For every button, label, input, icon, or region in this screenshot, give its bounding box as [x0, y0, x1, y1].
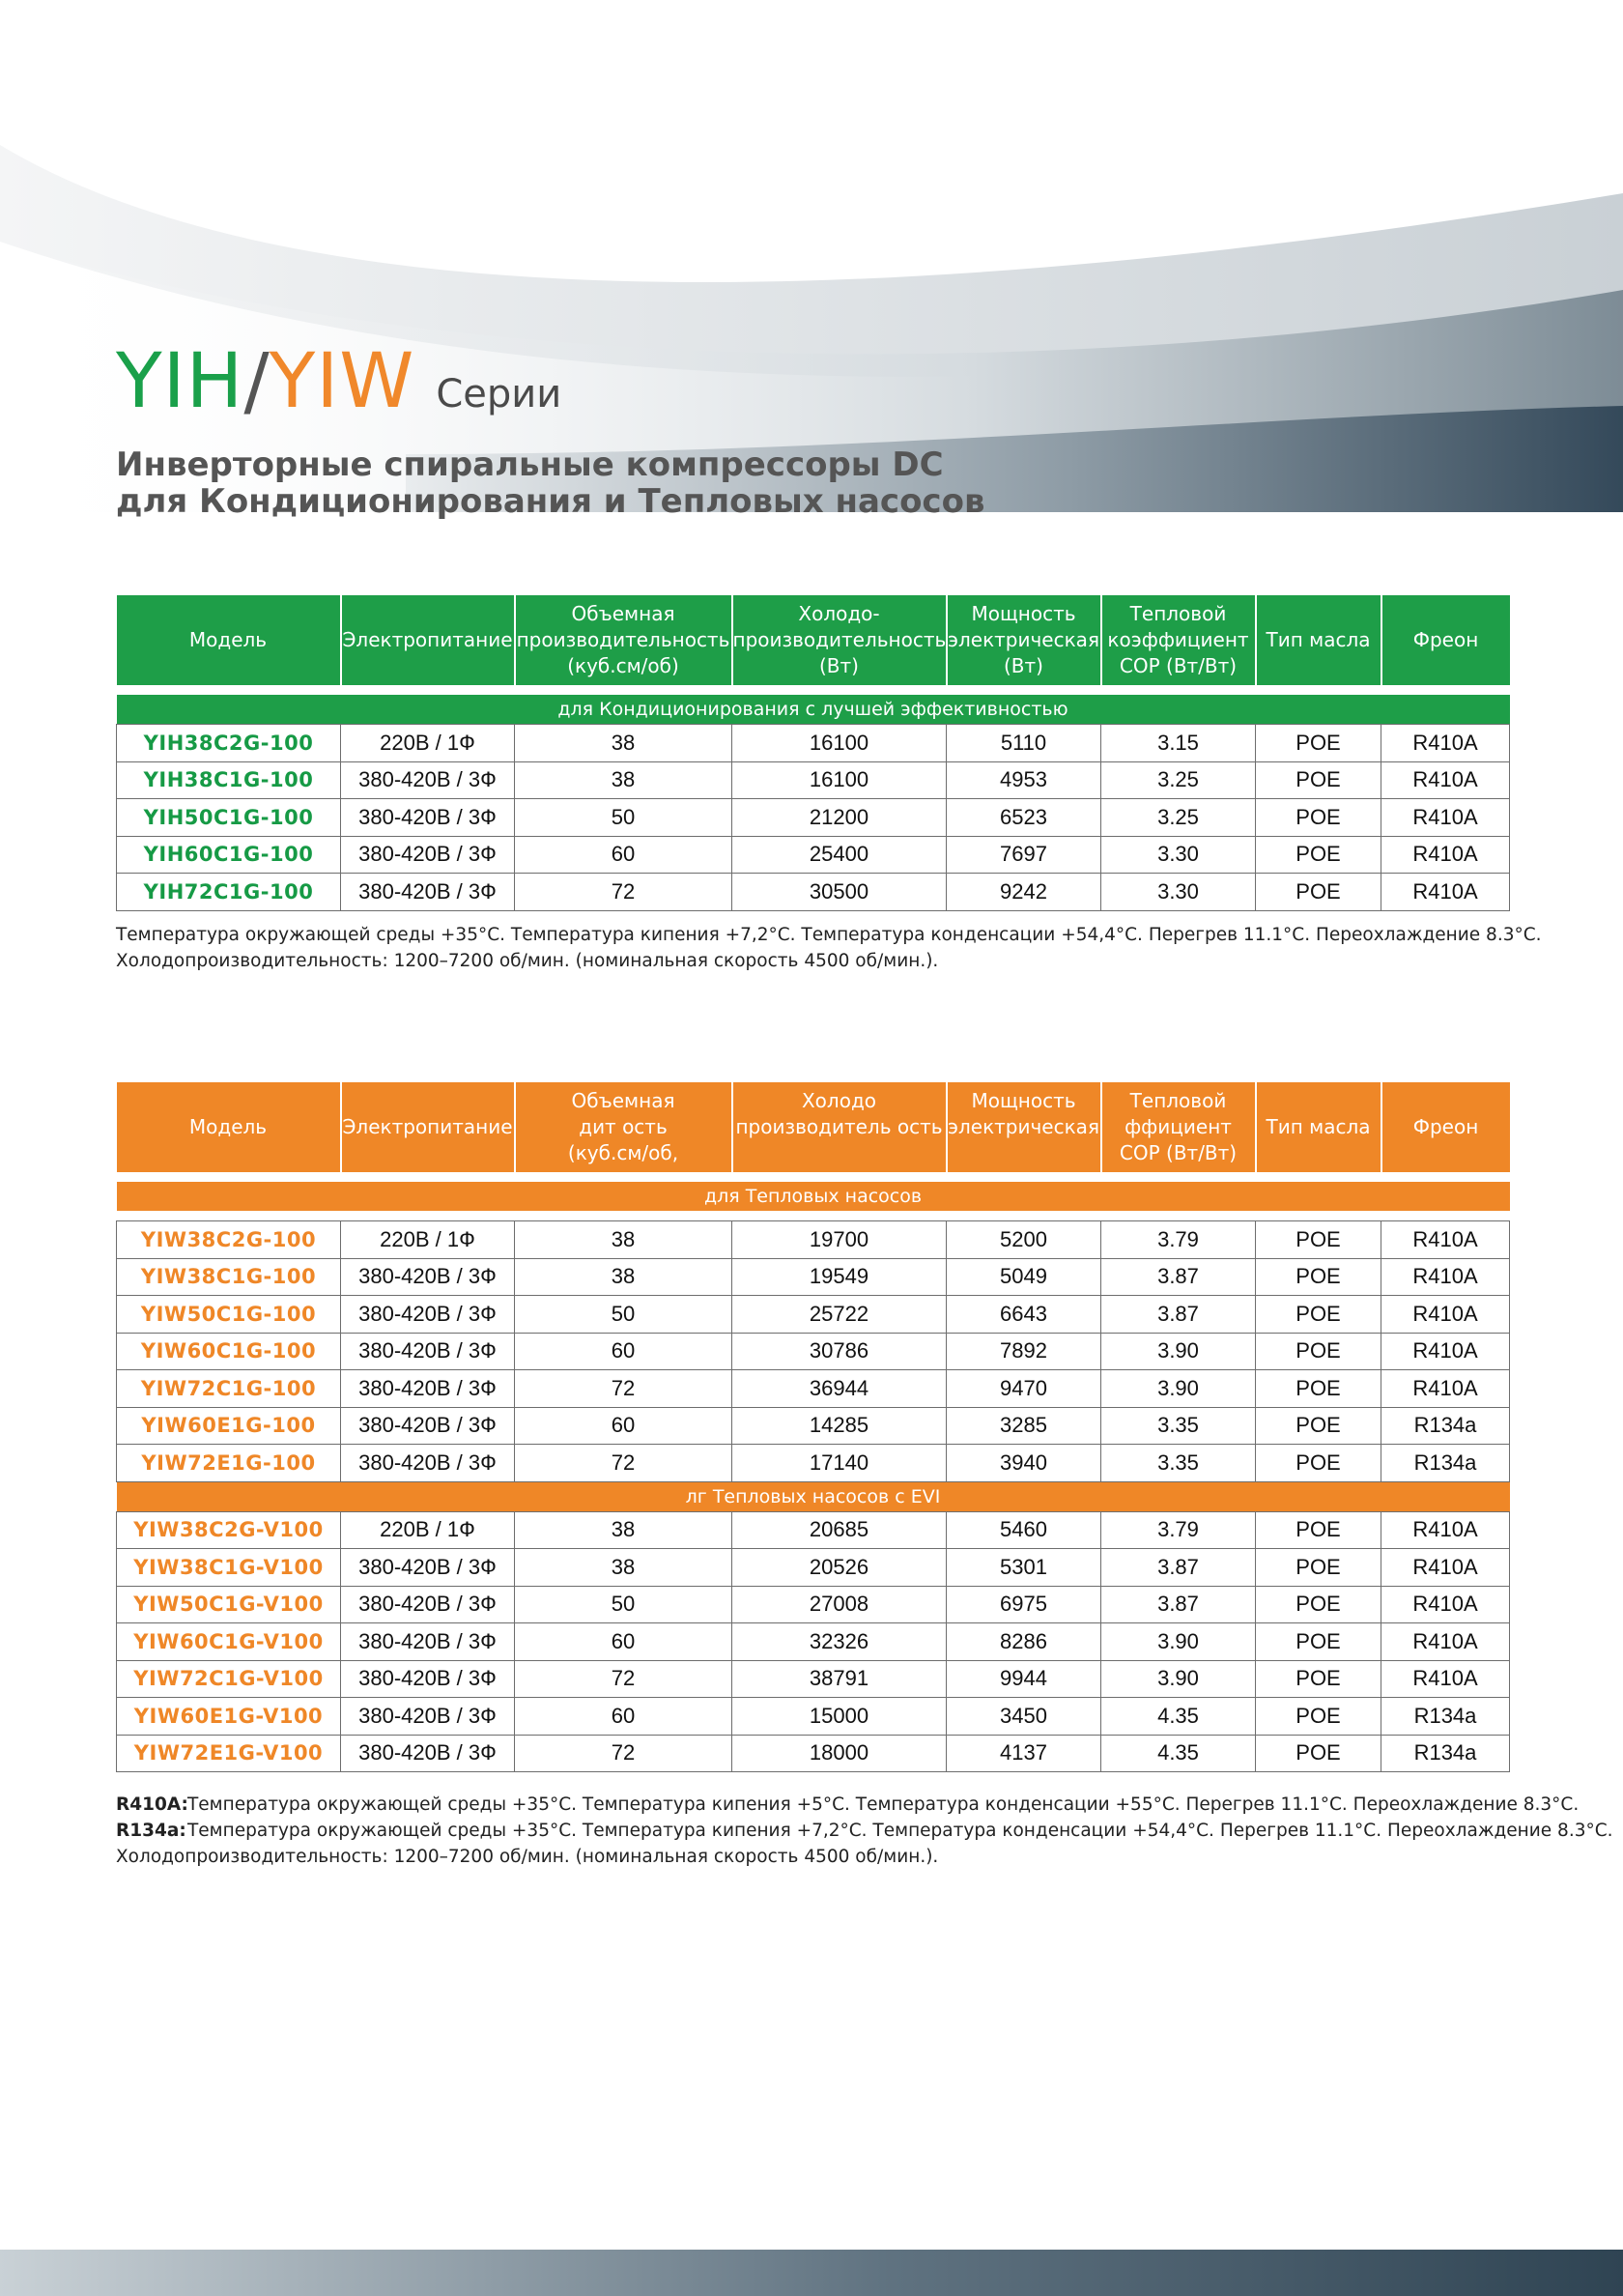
cell-oil: POE	[1256, 799, 1381, 837]
cell-cop: 3.79	[1101, 1511, 1256, 1549]
cell-oil: POE	[1256, 1333, 1381, 1370]
note-line: Холодопроизводительность: 1200–7200 об/мин. (номинальная скорость 4500 об/мин.).	[116, 951, 939, 971]
table-row	[117, 1221, 1510, 1259]
cell-cop: 3.35	[1101, 1407, 1256, 1445]
cell-displacement: 72	[515, 1660, 732, 1698]
table-row	[117, 1296, 1510, 1334]
column-header-line: ффициент	[1125, 1115, 1232, 1138]
section-title: для Кондиционирования с лучшей эффективностью	[117, 695, 1510, 725]
cell-cop: 4.35	[1101, 1735, 1256, 1772]
column-header-displacement	[515, 595, 732, 685]
cell-displacement: 38	[515, 1511, 732, 1549]
cell-displacement: 72	[515, 874, 732, 911]
cell-refrigerant: R134a	[1381, 1735, 1510, 1772]
cell-oil: POE	[1256, 1549, 1381, 1587]
table-section-row	[117, 1481, 1510, 1511]
column-header-line: Холодо-	[798, 602, 880, 625]
table-row	[117, 761, 1510, 799]
cell-displacement: 60	[515, 1333, 732, 1370]
cell-refrigerant: R410A	[1381, 874, 1510, 911]
subtitle-line-2: для Кондиционирования и Тепловых насосов	[116, 482, 985, 521]
column-header-line: Тип масла	[1266, 1115, 1371, 1138]
cell-model: YIW38C2G-V100	[117, 1511, 341, 1549]
cell-input-power: 9242	[947, 874, 1101, 911]
column-header-line: производительность	[732, 628, 947, 651]
table-section-row	[117, 695, 1510, 725]
cell-refrigerant: R410A	[1381, 761, 1510, 799]
cell-displacement: 72	[515, 1445, 732, 1482]
cell-refrigerant: R410A	[1381, 799, 1510, 837]
column-header-model	[117, 595, 341, 685]
cell-power: 220В / 1Ф	[341, 725, 515, 762]
cell-cop: 3.79	[1101, 1221, 1256, 1259]
cell-refrigerant: R410A	[1381, 1221, 1510, 1259]
cell-input-power: 6523	[947, 799, 1101, 837]
brand-yih: YIH	[116, 338, 244, 425]
subtitle-line-1: Инверторные спиральные компрессоры DC	[116, 445, 944, 484]
cell-power: 380-420В / 3Ф	[341, 1370, 515, 1408]
ac-notes	[116, 922, 1542, 974]
cell-capacity: 32326	[732, 1623, 947, 1661]
column-header-capacity	[732, 1082, 947, 1172]
cell-displacement: 38	[515, 761, 732, 799]
cell-model: YIH38C2G-100	[117, 725, 341, 762]
table-row	[117, 1445, 1510, 1482]
cell-input-power: 5110	[947, 725, 1101, 762]
cell-refrigerant: R410A	[1381, 725, 1510, 762]
cell-input-power: 6643	[947, 1296, 1101, 1334]
column-header-line: коэффициент	[1107, 628, 1249, 651]
cell-power: 380-420В / 3Ф	[341, 761, 515, 799]
cell-cop: 3.90	[1101, 1660, 1256, 1698]
cell-refrigerant: R410A	[1381, 1333, 1510, 1370]
cell-cop: 3.87	[1101, 1296, 1256, 1334]
column-header-line: электрическая	[948, 628, 1099, 651]
column-header-cop	[1101, 595, 1256, 685]
cell-oil: POE	[1256, 1296, 1381, 1334]
cell-refrigerant: R410A	[1381, 836, 1510, 874]
column-header-cop	[1101, 1082, 1256, 1172]
cell-displacement: 38	[515, 1549, 732, 1587]
cell-input-power: 4953	[947, 761, 1101, 799]
note-line	[116, 1818, 1613, 1844]
cell-model: YIW38C2G-100	[117, 1221, 341, 1259]
cell-input-power: 3450	[947, 1698, 1101, 1736]
cell-oil: POE	[1256, 1586, 1381, 1623]
cell-displacement: 72	[515, 1735, 732, 1772]
cell-capacity: 25400	[732, 836, 947, 874]
cell-capacity: 19700	[732, 1221, 947, 1259]
column-header-line: COP (Вт/Вт)	[1119, 654, 1238, 677]
cell-capacity: 16100	[732, 761, 947, 799]
column-header-input-power	[947, 595, 1101, 685]
table-row	[117, 874, 1510, 911]
cell-displacement: 50	[515, 799, 732, 837]
column-header-line: Объемная	[571, 1089, 675, 1112]
cell-input-power: 7892	[947, 1333, 1101, 1370]
column-header-line: Холодо	[801, 1089, 877, 1112]
section-title: для Тепловых насосов	[117, 1182, 1510, 1211]
cell-power: 380-420В / 3Ф	[341, 1258, 515, 1296]
table-spacer	[117, 685, 1510, 695]
column-header-line: Объемная	[571, 602, 675, 625]
cell-refrigerant: R410A	[1381, 1660, 1510, 1698]
cell-model: YIW60C1G-V100	[117, 1623, 341, 1661]
column-header-line: Фреон	[1412, 1115, 1479, 1138]
cell-input-power: 5301	[947, 1549, 1101, 1587]
column-header-refrigerant	[1381, 595, 1510, 685]
footer-band	[0, 2250, 1623, 2296]
cell-oil: POE	[1256, 1221, 1381, 1259]
cell-model: YIW72C1G-100	[117, 1370, 341, 1408]
cell-refrigerant: R134a	[1381, 1445, 1510, 1482]
column-header-input-power	[947, 1082, 1101, 1172]
cell-model: YIW72E1G-V100	[117, 1735, 341, 1772]
column-header-line: Тепловой	[1129, 1089, 1227, 1112]
cell-power: 220В / 1Ф	[341, 1511, 515, 1549]
column-header-line: Модель	[188, 628, 268, 651]
cell-oil: POE	[1256, 1258, 1381, 1296]
cell-capacity: 15000	[732, 1698, 947, 1736]
brand-separator: /	[243, 338, 270, 425]
cell-cop: 3.90	[1101, 1370, 1256, 1408]
cell-displacement: 50	[515, 1586, 732, 1623]
cell-capacity: 21200	[732, 799, 947, 837]
column-header-line: Модель	[188, 1115, 268, 1138]
cell-oil: POE	[1256, 1660, 1381, 1698]
cell-cop: 3.25	[1101, 799, 1256, 837]
cell-power: 380-420В / 3Ф	[341, 1549, 515, 1587]
cell-cop: 3.30	[1101, 874, 1256, 911]
cell-capacity: 17140	[732, 1445, 947, 1482]
cell-capacity: 19549	[732, 1258, 947, 1296]
column-header-line: (куб.см/об,	[567, 1141, 679, 1164]
column-header-line: Электропитание	[342, 1115, 513, 1138]
cell-model: YIW50C1G-V100	[117, 1586, 341, 1623]
table-row	[117, 1735, 1510, 1772]
cell-displacement: 60	[515, 1407, 732, 1445]
cell-input-power: 9944	[947, 1660, 1101, 1698]
column-header-line: Фреон	[1412, 628, 1479, 651]
cell-model: YIW60E1G-V100	[117, 1698, 341, 1736]
cell-power: 380-420В / 3Ф	[341, 1735, 515, 1772]
cell-input-power: 4137	[947, 1735, 1101, 1772]
cell-power: 380-420В / 3Ф	[341, 1296, 515, 1334]
cell-cop: 3.25	[1101, 761, 1256, 799]
series-label: Серии	[436, 372, 562, 416]
table-row	[117, 1258, 1510, 1296]
column-header-power	[341, 595, 515, 685]
table-row	[117, 1407, 1510, 1445]
cell-displacement: 50	[515, 1296, 732, 1334]
cell-cop: 4.35	[1101, 1698, 1256, 1736]
cell-power: 380-420В / 3Ф	[341, 1407, 515, 1445]
column-header-refrigerant	[1381, 1082, 1510, 1172]
cell-oil: POE	[1256, 1407, 1381, 1445]
column-header-line: Тип масла	[1266, 628, 1371, 651]
table-header-row	[117, 595, 1510, 685]
cell-cop: 3.87	[1101, 1549, 1256, 1587]
cell-oil: POE	[1256, 1511, 1381, 1549]
cell-cop: 3.87	[1101, 1586, 1256, 1623]
column-header-line: (Вт)	[819, 654, 859, 677]
cell-cop: 3.35	[1101, 1445, 1256, 1482]
cell-displacement: 60	[515, 1698, 732, 1736]
cell-refrigerant: R410A	[1381, 1370, 1510, 1408]
cell-model: YIW72E1G-100	[117, 1445, 341, 1482]
column-header-power	[341, 1082, 515, 1172]
column-header-oil	[1256, 595, 1381, 685]
cell-oil: POE	[1256, 1623, 1381, 1661]
cell-oil: POE	[1256, 761, 1381, 799]
note-line: Температура окружающей среды +35°С. Температура кипения +7,2°С. Температура конденсации +54,4°С. Перегрев 11.1°С. Переохлаждение 8.3°С.	[116, 925, 1542, 945]
cell-input-power: 3940	[947, 1445, 1101, 1482]
column-header-line: производитель ость	[735, 1115, 943, 1138]
cell-model: YIW38C1G-100	[117, 1258, 341, 1296]
cell-oil: POE	[1256, 1698, 1381, 1736]
cell-input-power: 5460	[947, 1511, 1101, 1549]
cell-refrigerant: R410A	[1381, 1511, 1510, 1549]
table-row	[117, 1549, 1510, 1587]
cell-input-power: 9470	[947, 1370, 1101, 1408]
cell-oil: POE	[1256, 725, 1381, 762]
cell-refrigerant: R134a	[1381, 1698, 1510, 1736]
cell-oil: POE	[1256, 1445, 1381, 1482]
column-header-line: Тепловой	[1129, 602, 1227, 625]
cell-input-power: 7697	[947, 836, 1101, 874]
column-header-line: (куб.см/об)	[567, 654, 679, 677]
note-label: R134a:	[116, 1821, 186, 1841]
heatpump-compressor-table	[116, 1082, 1510, 1772]
table-row	[117, 836, 1510, 874]
cell-model: YIW60E1G-100	[117, 1407, 341, 1445]
cell-capacity: 18000	[732, 1735, 947, 1772]
column-header-line: Мощность	[971, 1089, 1076, 1112]
note-text: Холодопроизводительность: 1200–7200 об/мин. (номинальная скорость 4500 об/мин.).	[116, 1847, 939, 1867]
column-header-displacement	[515, 1082, 732, 1172]
cell-input-power: 6975	[947, 1586, 1101, 1623]
cell-model: YIH38C1G-100	[117, 761, 341, 799]
table-row	[117, 1698, 1510, 1736]
table-row	[117, 1511, 1510, 1549]
ac-compressor-table	[116, 595, 1510, 911]
cell-model: YIW72C1G-V100	[117, 1660, 341, 1698]
table-header-row	[117, 1082, 1510, 1172]
cell-input-power: 3285	[947, 1407, 1101, 1445]
cell-power: 220В / 1Ф	[341, 1221, 515, 1259]
table-row	[117, 1660, 1510, 1698]
note-text: Температура окружающей среды +35°С. Температура кипения +7,2°С. Температура конденсации +54,4°С. Перегрев 11.1°С. Переохлаждение 8.3°С.	[187, 1821, 1613, 1841]
table-row	[117, 1586, 1510, 1623]
cell-refrigerant: R410A	[1381, 1623, 1510, 1661]
cell-power: 380-420В / 3Ф	[341, 1445, 515, 1482]
cell-cop: 3.30	[1101, 836, 1256, 874]
cell-oil: POE	[1256, 1370, 1381, 1408]
note-label: R410A:	[116, 1794, 188, 1815]
cell-displacement: 38	[515, 1221, 732, 1259]
cell-oil: POE	[1256, 1735, 1381, 1772]
cell-power: 380-420В / 3Ф	[341, 799, 515, 837]
page-subtitle	[116, 446, 984, 520]
table-row	[117, 725, 1510, 762]
cell-displacement: 60	[515, 1623, 732, 1661]
cell-model: YIH60C1G-100	[117, 836, 341, 874]
table-row	[117, 799, 1510, 837]
cell-refrigerant: R410A	[1381, 1549, 1510, 1587]
cell-capacity: 25722	[732, 1296, 947, 1334]
cell-refrigerant: R410A	[1381, 1296, 1510, 1334]
column-header-line: COP (Вт/Вт)	[1119, 1141, 1238, 1164]
table-spacer	[117, 1172, 1510, 1182]
cell-model: YIH50C1G-100	[117, 799, 341, 837]
cell-capacity: 20526	[732, 1549, 947, 1587]
table-section-row	[117, 1182, 1510, 1211]
column-header-line: Электропитание	[342, 628, 513, 651]
cell-model: YIW38C1G-V100	[117, 1549, 341, 1587]
cell-input-power: 5200	[947, 1221, 1101, 1259]
column-header-line: Мощность	[971, 602, 1076, 625]
cell-capacity: 14285	[732, 1407, 947, 1445]
cell-refrigerant: R134a	[1381, 1407, 1510, 1445]
column-header-line: (Вт)	[1004, 654, 1043, 677]
cell-power: 380-420В / 3Ф	[341, 1586, 515, 1623]
page-title	[116, 338, 561, 425]
header-banner	[0, 0, 1623, 536]
cell-power: 380-420В / 3Ф	[341, 1333, 515, 1370]
cell-displacement: 38	[515, 1258, 732, 1296]
cell-capacity: 20685	[732, 1511, 947, 1549]
cell-capacity: 30786	[732, 1333, 947, 1370]
column-header-capacity	[732, 595, 947, 685]
cell-power: 380-420В / 3Ф	[341, 1698, 515, 1736]
heatpump-notes	[116, 1792, 1613, 1870]
cell-power: 380-420В / 3Ф	[341, 1660, 515, 1698]
cell-power: 380-420В / 3Ф	[341, 1623, 515, 1661]
table-row	[117, 1623, 1510, 1661]
note-line	[116, 1792, 1580, 1818]
cell-power: 380-420В / 3Ф	[341, 874, 515, 911]
column-header-line: дит ость	[579, 1115, 668, 1138]
cell-input-power: 8286	[947, 1623, 1101, 1661]
cell-input-power: 5049	[947, 1258, 1101, 1296]
cell-displacement: 38	[515, 725, 732, 762]
cell-cop: 3.90	[1101, 1623, 1256, 1661]
cell-cop: 3.90	[1101, 1333, 1256, 1370]
cell-oil: POE	[1256, 874, 1381, 911]
cell-capacity: 27008	[732, 1586, 947, 1623]
note-line	[116, 1844, 1526, 1870]
cell-oil: POE	[1256, 836, 1381, 874]
cell-capacity: 38791	[732, 1660, 947, 1698]
cell-displacement: 72	[515, 1370, 732, 1408]
cell-capacity: 36944	[732, 1370, 947, 1408]
cell-displacement: 60	[515, 836, 732, 874]
table-row	[117, 1370, 1510, 1408]
cell-model: YIW60C1G-100	[117, 1333, 341, 1370]
column-header-line: электрическая	[948, 1115, 1099, 1138]
cell-model: YIH72C1G-100	[117, 874, 341, 911]
note-text: Температура окружающей среды +35°С. Температура кипения +5°С. Температура конденсации +55°С. Перегрев 11.1°С. Переохлаждение 8.3°С.	[187, 1794, 1580, 1815]
brand-yiw: YIW	[269, 338, 415, 425]
cell-cop: 3.87	[1101, 1258, 1256, 1296]
cell-capacity: 16100	[732, 725, 947, 762]
table-row	[117, 1333, 1510, 1370]
cell-model: YIW50C1G-100	[117, 1296, 341, 1334]
cell-refrigerant: R410A	[1381, 1586, 1510, 1623]
cell-capacity: 30500	[732, 874, 947, 911]
cell-refrigerant: R410A	[1381, 1258, 1510, 1296]
cell-power: 380-420В / 3Ф	[341, 836, 515, 874]
section-title: лг Тепловых насосов с EVI	[117, 1481, 1510, 1511]
table-spacer	[117, 1211, 1510, 1221]
column-header-oil	[1256, 1082, 1381, 1172]
column-header-model	[117, 1082, 341, 1172]
column-header-line	[948, 1140, 1100, 1166]
column-header-line	[733, 1140, 946, 1166]
column-header-line: производительность	[516, 628, 730, 651]
cell-cop: 3.15	[1101, 725, 1256, 762]
